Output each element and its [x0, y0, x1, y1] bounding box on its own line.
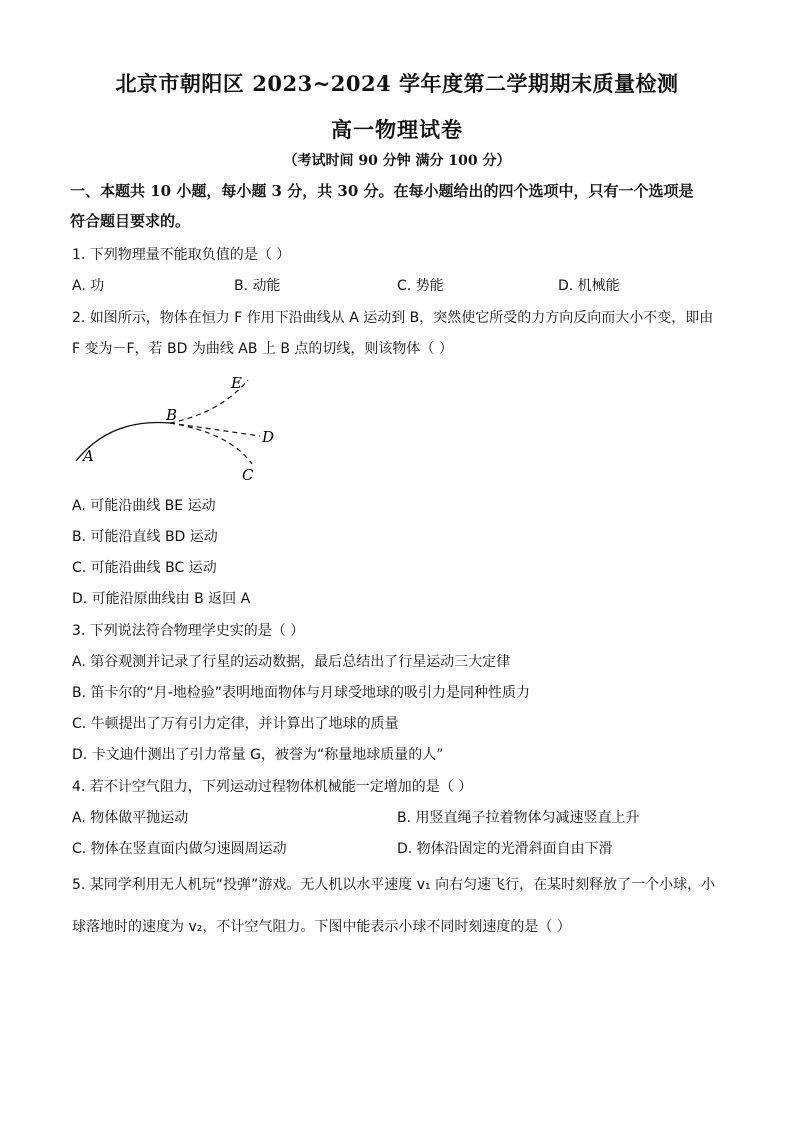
- tangent-bd: [170, 423, 260, 436]
- q2-option-a[interactable]: A. 可能沿曲线 BE 运动: [72, 498, 216, 514]
- instructions-line-1: 一、本题共 10 小题，每小题 3 分，共 30 分。在每小题给出的四个选项中，只有一个选项是: [70, 182, 694, 200]
- q2-stem-line-1: 2. 如图所示，物体在恒力 F 作用下沿曲线从 A 运动到 B，突然使它所受的力方向反向而大小不变，即由: [72, 310, 714, 326]
- q1-stem: 1. 下列物理量不能取负值的是（ ）: [72, 247, 291, 263]
- curve-bc: [170, 423, 252, 464]
- q2-stem-line-2: F 变为－F，若 BD 为曲线 AB 上 B 点的切线，则该物体（ ）: [72, 341, 453, 357]
- q2-option-d[interactable]: D. 可能沿原曲线由 B 返回 A: [72, 591, 251, 607]
- q3-option-c[interactable]: C. 牛顿提出了万有引力定律，并计算出了地球的质量: [72, 716, 399, 732]
- label-c: C: [242, 466, 254, 484]
- label-e: E: [231, 374, 242, 392]
- q4-option-a[interactable]: A. 物体做平抛运动: [72, 810, 189, 826]
- q4-option-c[interactable]: C. 物体在竖直面内做匀速圆周运动: [72, 841, 287, 857]
- q5-stem-line-1: 5. 某同学利用无人机玩“投弹”游戏。无人机以水平速度 v₁ 向右匀速飞行，在某时刻释放了一个小球，小: [72, 877, 716, 893]
- q3-stem: 3. 下列说法符合物理学史实的是（ ）: [72, 623, 305, 639]
- q2-option-c[interactable]: C. 可能沿曲线 BC 运动: [72, 560, 217, 576]
- instructions-line-2: 符合题目要求的。: [70, 212, 191, 230]
- page-subtitle: 高一物理试卷: [331, 117, 463, 142]
- q4-option-b[interactable]: B. 用竖直绳子拉着物体匀减速竖直上升: [397, 810, 640, 826]
- q1-option-c[interactable]: C. 势能: [397, 278, 444, 294]
- q1-option-d[interactable]: D. 机械能: [558, 278, 620, 294]
- label-a: A: [83, 447, 94, 465]
- q1-option-a[interactable]: A. 功: [72, 278, 105, 294]
- q2-option-b[interactable]: B. 可能沿直线 BD 运动: [72, 529, 218, 545]
- q2-figure: [70, 368, 290, 488]
- q3-option-b[interactable]: B. 笛卡尔的“月-地检验”表明地面物体与月球受地球的吸引力是同种性质力: [72, 685, 531, 701]
- q3-option-d[interactable]: D. 卡文迪什测出了引力常量 G，被誉为“称量地球质量的人”: [72, 747, 444, 763]
- label-b: B: [166, 406, 178, 424]
- exam-info: （考试时间 90 分钟 满分 100 分）: [283, 153, 511, 169]
- page-title: 北京市朝阳区 2023~2024 学年度第二学期期末质量检测: [115, 71, 679, 96]
- label-d: D: [262, 428, 275, 446]
- q5-stem-line-2: 球落地时的速度为 v₂，不计空气阻力。下图中能表示小球不同时刻速度的是（ ）: [72, 919, 571, 935]
- q4-stem: 4. 若不计空气阻力，下列运动过程物体机械能一定增加的是（ ）: [72, 779, 473, 795]
- q1-option-b[interactable]: B. 动能: [234, 278, 281, 294]
- q3-option-a[interactable]: A. 第谷观测并记录了行星的运动数据，最后总结出了行星运动三大定律: [72, 654, 511, 670]
- section-instructions: [70, 176, 730, 236]
- q4-option-d[interactable]: D. 物体沿固定的光滑斜面自由下滑: [397, 841, 613, 857]
